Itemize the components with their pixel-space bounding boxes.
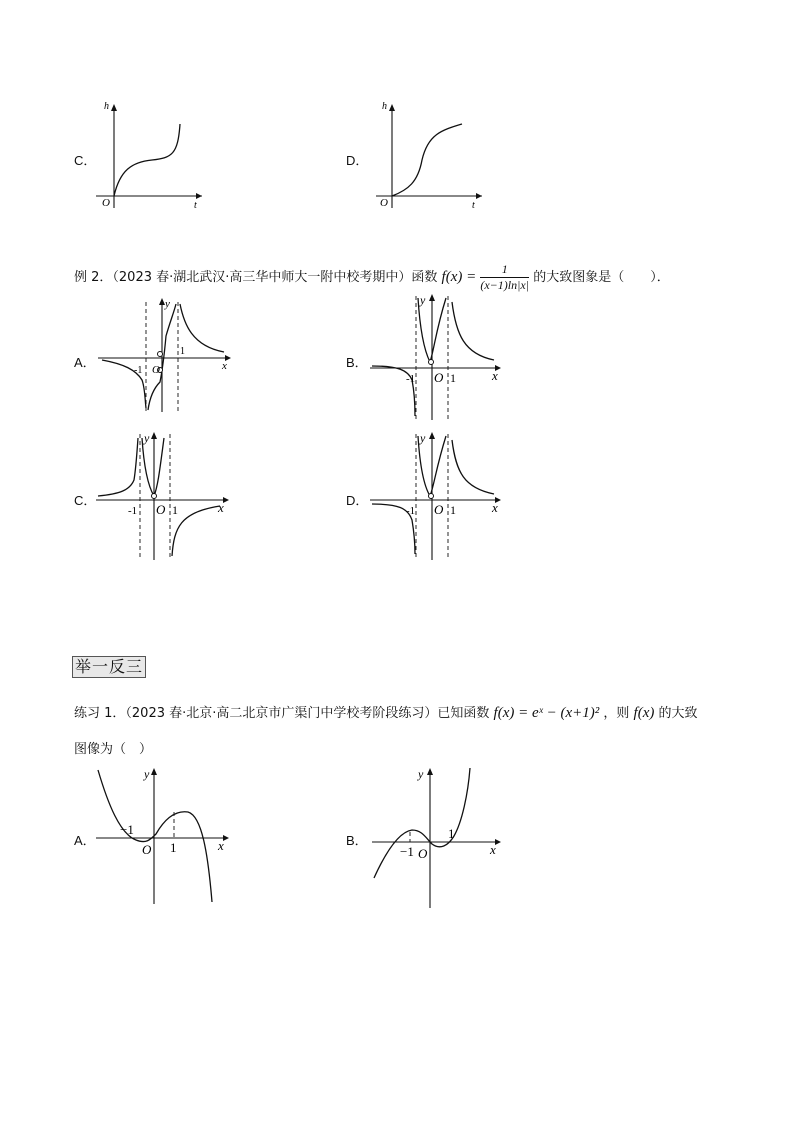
axis-t-label: t (472, 200, 475, 211)
tick-pos1: 1 (170, 840, 177, 855)
fraction-denominator: (x−1)ln|x| (480, 278, 530, 292)
tick-pos1: 1 (172, 503, 178, 517)
practice1-func-ref: f(x) (633, 705, 655, 721)
curve-c (114, 124, 180, 196)
curve-d-right (452, 440, 494, 494)
y-arrow-icon (151, 432, 157, 439)
hole-marker (158, 352, 163, 357)
origin-label: O (142, 842, 152, 857)
axis-h-label: h (382, 101, 387, 112)
x-arrow-icon (196, 193, 202, 199)
option-d-label: D． (346, 153, 369, 168)
curve-a-right (180, 304, 224, 352)
practice1-suffix: 的大致 (658, 706, 698, 721)
origin-label: O (380, 197, 388, 209)
ex2-graph-d (368, 428, 508, 562)
curve-p1-b (374, 768, 470, 878)
y-arrow-icon (389, 104, 395, 111)
graph-c-ht (92, 100, 207, 212)
ex2-option-a-label: A． (74, 355, 96, 370)
tick-neg1: -1 (406, 373, 416, 385)
tick-pos1: 1 (450, 371, 456, 385)
p1-option-a-label: A． (74, 833, 96, 848)
axis-x-label: x (490, 842, 496, 857)
axis-t-label: t (194, 200, 197, 211)
example2-func-lhs: f(x) = (441, 269, 477, 285)
y-arrow-icon (427, 768, 433, 775)
section-badge: 举一反三 (72, 656, 146, 678)
axis-y-label: y (420, 293, 426, 307)
axis-y-label: y (418, 767, 424, 781)
hole-marker (429, 494, 434, 499)
ex2-option-c-label: C． (74, 493, 97, 508)
ex2-option-d-label: D． (346, 493, 369, 508)
ex2-graph-c (94, 428, 234, 562)
axis-x-label: x (492, 368, 498, 383)
axis-x-label: x (218, 838, 224, 853)
practice1-line2: 图像为（ ） (74, 742, 153, 757)
axis-y-label: y (420, 431, 426, 445)
curve-c-left (98, 438, 138, 496)
practice1-func: f(x) = eˣ − (x+1)² (493, 705, 600, 721)
hole-marker (152, 494, 157, 499)
example2-suffix: 的大致图象是（ ）． (533, 270, 670, 285)
origin-label: O (434, 370, 444, 385)
p1-option-b-label: B． (346, 833, 368, 848)
curve-c-right (172, 506, 220, 556)
tick-neg1: -1 (406, 505, 416, 517)
y-arrow-icon (151, 768, 157, 775)
y-arrow-icon (111, 104, 117, 111)
practice1-mid: ，则 (603, 706, 630, 721)
tick-neg1: -1 (134, 365, 143, 376)
axis-y-label: y (144, 767, 150, 781)
p1-graph-a (94, 764, 234, 906)
x-arrow-icon (476, 193, 482, 199)
curve-b-right (452, 302, 494, 360)
origin-label: O (434, 502, 444, 517)
option-c-label: C． (74, 153, 97, 168)
origin-label: O (156, 502, 166, 517)
curve-p1-a (98, 770, 212, 902)
tick-pos1: 1 (180, 346, 185, 357)
axis-x-label: x (222, 360, 227, 372)
origin-label: O (418, 846, 428, 861)
origin-label: O (102, 197, 110, 209)
tick-pos1: 1 (450, 503, 456, 517)
x-arrow-icon (495, 839, 501, 845)
practice1-line1 (74, 702, 698, 722)
axis-h-label: h (104, 101, 109, 112)
ex2-graph-a (96, 296, 236, 418)
graph-d-ht (372, 100, 487, 212)
origin-label: O (152, 364, 160, 376)
curve-d (392, 124, 462, 196)
x-arrow-icon (223, 497, 229, 503)
practice1-prefix: 练习 1．（2023 春·北京·高二北京市广渠门中学校考阶段练习）已知函数 (74, 706, 490, 721)
y-arrow-icon (429, 432, 435, 439)
axis-x-label: x (492, 500, 498, 515)
example2-question (74, 262, 670, 293)
ex2-option-b-label: B． (346, 355, 368, 370)
example2-prefix: 例 2．（2023 春·湖北武汉·高三华中师大一附中校考期中）函数 (74, 270, 438, 285)
fraction-numerator: 1 (480, 262, 529, 278)
ex2-graph-b (368, 290, 508, 422)
axis-y-label: y (144, 431, 150, 445)
axis-y-label: y (165, 298, 170, 310)
tick-pos1: 1 (448, 826, 455, 841)
tick-neg1: −1 (400, 844, 414, 859)
hole-marker (429, 360, 434, 365)
tick-neg1: -1 (128, 505, 138, 517)
x-arrow-icon (223, 835, 229, 841)
y-arrow-icon (429, 294, 435, 301)
p1-graph-b (370, 764, 510, 910)
example2-fraction (480, 262, 529, 293)
axis-x-label: x (218, 500, 224, 515)
curve-c-mid (142, 438, 164, 496)
tick-neg1: −1 (120, 822, 134, 837)
